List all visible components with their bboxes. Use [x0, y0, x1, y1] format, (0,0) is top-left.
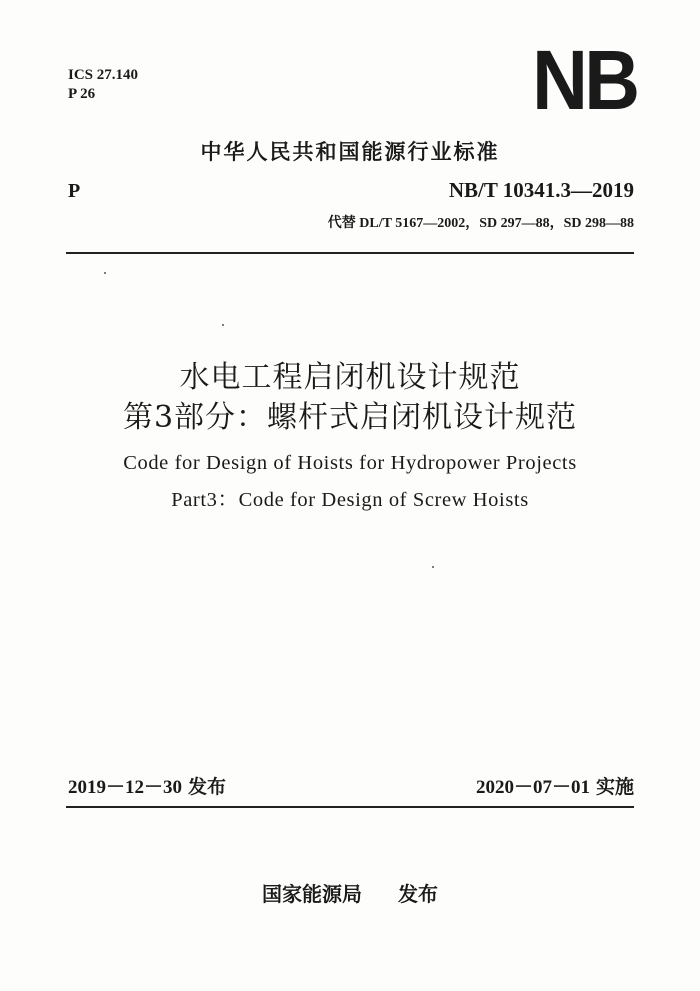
- bottom-divider: [66, 806, 634, 808]
- standard-title: 中华人民共和国能源行业标准: [200, 140, 500, 164]
- replaces-label: 代替: [327, 215, 356, 231]
- implementation-date: [476, 772, 634, 799]
- replaces-standards: DL/T 5167—2002，SD 297—88，SD 298—88: [359, 216, 634, 231]
- nb-logo: NB: [531, 33, 636, 127]
- title-en-line1: Code for Design of Hoists for Hydropower Projects: [123, 452, 577, 474]
- implement-label: 实施: [595, 776, 634, 798]
- ics-code: ICS 27.140: [68, 67, 139, 83]
- title-cn-line2: 第3部分：螺杆式启闭机设计规范: [122, 400, 578, 435]
- publisher: [0, 878, 700, 907]
- title-en-line2: Part3：Code for Design of Screw Hoists: [171, 489, 529, 511]
- issue-date: [68, 772, 226, 799]
- issue-label: 发布: [188, 776, 227, 798]
- scan-speck: [432, 566, 434, 568]
- ccs-code: P 26: [68, 86, 96, 102]
- publisher-name: 国家能源局: [262, 882, 362, 906]
- publisher-action: 发布: [398, 882, 438, 906]
- issue-date-value: 2019－12－30: [68, 777, 183, 798]
- ics-classification: [68, 66, 138, 104]
- title-cn-line1: 水电工程启闭机设计规范: [179, 360, 521, 395]
- top-divider: [66, 252, 634, 254]
- replaces-line: [328, 212, 634, 232]
- scan-speck: [222, 324, 224, 326]
- scan-speck: [104, 272, 106, 274]
- standard-number: NB/T 10341.3—2019: [448, 178, 634, 202]
- classification-letter: P: [68, 180, 81, 202]
- implement-date-value: 2020－07－01: [475, 777, 590, 798]
